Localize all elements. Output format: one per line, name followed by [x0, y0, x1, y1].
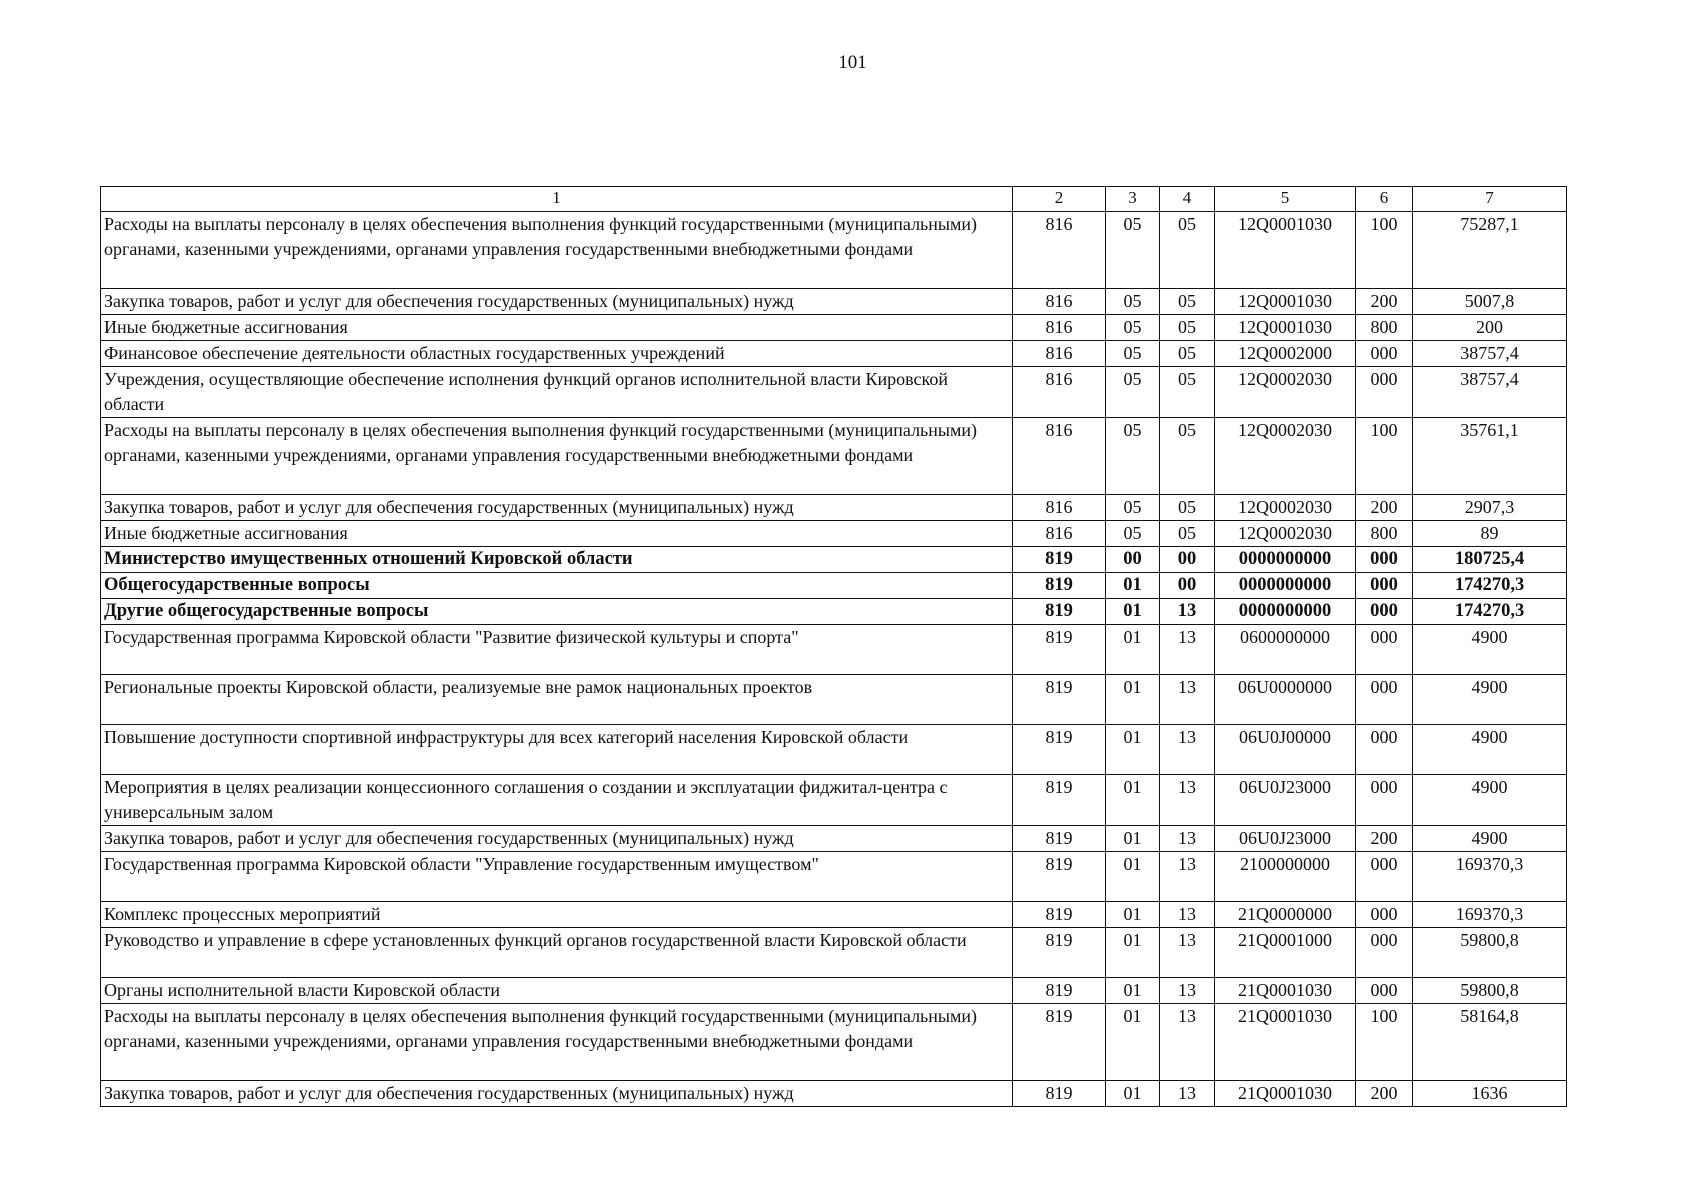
cell-target-article: 12Q0002000 [1215, 341, 1356, 367]
cell-amount: 58164,8 [1413, 1004, 1567, 1081]
cell-expense-type: 200 [1356, 826, 1413, 852]
row-name: Государственная программа Кировской области "Развитие физической культуры и спорта" [101, 625, 1013, 675]
table-row [101, 367, 1567, 418]
cell-amount: 38757,4 [1413, 341, 1567, 367]
row-name: Общегосударственные вопросы [101, 573, 1013, 599]
table-row [101, 775, 1567, 826]
row-name: Комплекс процессных мероприятий [101, 902, 1013, 928]
cell-ministry-code: 816 [1013, 418, 1106, 495]
table-row [101, 315, 1567, 341]
cell-section: 01 [1106, 902, 1160, 928]
cell-ministry-code: 819 [1013, 573, 1106, 599]
row-name: Руководство и управление в сфере установленных функций органов государственной власти Кировской области [101, 928, 1013, 978]
cell-section: 05 [1106, 315, 1160, 341]
table-row [101, 675, 1567, 725]
column-header: 3 [1106, 187, 1160, 212]
cell-amount: 169370,3 [1413, 902, 1567, 928]
table-row [101, 418, 1567, 495]
row-name: Органы исполнительной власти Кировской области [101, 978, 1013, 1004]
table-row [101, 852, 1567, 902]
cell-subsection: 13 [1160, 852, 1215, 902]
cell-ministry-code: 816 [1013, 212, 1106, 289]
cell-section: 05 [1106, 341, 1160, 367]
table-row [101, 599, 1567, 625]
cell-section: 01 [1106, 675, 1160, 725]
table-row [101, 725, 1567, 775]
cell-expense-type: 000 [1356, 341, 1413, 367]
column-header: 4 [1160, 187, 1215, 212]
cell-expense-type: 200 [1356, 1081, 1413, 1107]
row-name: Расходы на выплаты персоналу в целях обеспечения выполнения функций государственными (муниципальными) органами, казенными учреждениями, органами управления государственными внебюджетными фондами [101, 212, 1013, 289]
budget-table [100, 186, 1567, 1107]
cell-ministry-code: 816 [1013, 315, 1106, 341]
cell-section: 01 [1106, 625, 1160, 675]
cell-subsection: 05 [1160, 418, 1215, 495]
cell-amount: 4900 [1413, 725, 1567, 775]
cell-section: 01 [1106, 1081, 1160, 1107]
cell-subsection: 13 [1160, 1004, 1215, 1081]
cell-expense-type: 100 [1356, 1004, 1413, 1081]
table-row [101, 573, 1567, 599]
cell-expense-type: 000 [1356, 547, 1413, 573]
cell-target-article: 2100000000 [1215, 852, 1356, 902]
cell-ministry-code: 819 [1013, 775, 1106, 826]
row-name: Иные бюджетные ассигнования [101, 315, 1013, 341]
cell-target-article: 0000000000 [1215, 547, 1356, 573]
cell-section: 01 [1106, 826, 1160, 852]
cell-expense-type: 000 [1356, 928, 1413, 978]
cell-expense-type: 000 [1356, 573, 1413, 599]
cell-subsection: 05 [1160, 289, 1215, 315]
row-name: Учреждения, осуществляющие обеспечение исполнения функций органов исполнительной власти Кировской области [101, 367, 1013, 418]
cell-section: 01 [1106, 725, 1160, 775]
cell-subsection: 13 [1160, 675, 1215, 725]
cell-amount: 59800,8 [1413, 928, 1567, 978]
cell-target-article: 12Q0002030 [1215, 495, 1356, 521]
cell-amount: 4900 [1413, 826, 1567, 852]
cell-section: 00 [1106, 547, 1160, 573]
table-row [101, 1081, 1567, 1107]
row-name: Закупка товаров, работ и услуг для обеспечения государственных (муниципальных) нужд [101, 1081, 1013, 1107]
cell-target-article: 12Q0001030 [1215, 315, 1356, 341]
cell-section: 01 [1106, 599, 1160, 625]
cell-amount: 180725,4 [1413, 547, 1567, 573]
cell-ministry-code: 819 [1013, 725, 1106, 775]
cell-expense-type: 200 [1356, 289, 1413, 315]
cell-amount: 75287,1 [1413, 212, 1567, 289]
row-name: Закупка товаров, работ и услуг для обеспечения государственных (муниципальных) нужд [101, 826, 1013, 852]
cell-subsection: 00 [1160, 573, 1215, 599]
cell-section: 05 [1106, 212, 1160, 289]
cell-subsection: 05 [1160, 341, 1215, 367]
cell-ministry-code: 819 [1013, 902, 1106, 928]
cell-target-article: 0600000000 [1215, 625, 1356, 675]
column-header: 2 [1013, 187, 1106, 212]
table-row [101, 1004, 1567, 1081]
cell-ministry-code: 819 [1013, 826, 1106, 852]
cell-subsection: 05 [1160, 212, 1215, 289]
cell-expense-type: 100 [1356, 418, 1413, 495]
cell-section: 01 [1106, 978, 1160, 1004]
cell-ministry-code: 819 [1013, 675, 1106, 725]
cell-subsection: 13 [1160, 725, 1215, 775]
row-name: Министерство имущественных отношений Кировской области [101, 547, 1013, 573]
cell-subsection: 13 [1160, 599, 1215, 625]
cell-subsection: 13 [1160, 826, 1215, 852]
cell-amount: 89 [1413, 521, 1567, 547]
cell-subsection: 05 [1160, 315, 1215, 341]
cell-target-article: 21Q0000000 [1215, 902, 1356, 928]
cell-section: 05 [1106, 289, 1160, 315]
cell-amount: 35761,1 [1413, 418, 1567, 495]
cell-target-article: 12Q0001030 [1215, 289, 1356, 315]
cell-amount: 38757,4 [1413, 367, 1567, 418]
table-row [101, 826, 1567, 852]
table-row [101, 289, 1567, 315]
cell-expense-type: 800 [1356, 521, 1413, 547]
cell-target-article: 12Q0002030 [1215, 521, 1356, 547]
cell-target-article: 21Q0001000 [1215, 928, 1356, 978]
table-row [101, 928, 1567, 978]
cell-amount: 4900 [1413, 775, 1567, 826]
cell-amount: 169370,3 [1413, 852, 1567, 902]
cell-expense-type: 000 [1356, 367, 1413, 418]
cell-ministry-code: 819 [1013, 928, 1106, 978]
table-row [101, 902, 1567, 928]
cell-target-article: 0000000000 [1215, 573, 1356, 599]
cell-target-article: 0000000000 [1215, 599, 1356, 625]
cell-target-article: 21Q0001030 [1215, 1081, 1356, 1107]
cell-section: 05 [1106, 367, 1160, 418]
cell-target-article: 21Q0001030 [1215, 978, 1356, 1004]
cell-expense-type: 000 [1356, 725, 1413, 775]
cell-ministry-code: 819 [1013, 1081, 1106, 1107]
row-name: Государственная программа Кировской области "Управление государственным имуществом" [101, 852, 1013, 902]
cell-target-article: 06U0J00000 [1215, 725, 1356, 775]
cell-target-article: 12Q0002030 [1215, 418, 1356, 495]
row-name: Повышение доступности спортивной инфраструктуры для всех категорий населения Кировской области [101, 725, 1013, 775]
cell-expense-type: 800 [1356, 315, 1413, 341]
table-row [101, 625, 1567, 675]
cell-expense-type: 000 [1356, 978, 1413, 1004]
column-header: 5 [1215, 187, 1356, 212]
cell-section: 01 [1106, 928, 1160, 978]
row-name: Расходы на выплаты персоналу в целях обеспечения выполнения функций государственными (муниципальными) органами, казенными учреждениями, органами управления государственными внебюджетными фондами [101, 1004, 1013, 1081]
cell-expense-type: 000 [1356, 852, 1413, 902]
row-name: Финансовое обеспечение деятельности областных государственных учреждений [101, 341, 1013, 367]
header-row [101, 187, 1567, 212]
table-row [101, 341, 1567, 367]
cell-ministry-code: 816 [1013, 289, 1106, 315]
cell-amount: 5007,8 [1413, 289, 1567, 315]
cell-expense-type: 200 [1356, 495, 1413, 521]
table-row [101, 521, 1567, 547]
cell-subsection: 05 [1160, 521, 1215, 547]
cell-section: 05 [1106, 418, 1160, 495]
row-name: Региональные проекты Кировской области, реализуемые вне рамок национальных проектов [101, 675, 1013, 725]
cell-expense-type: 000 [1356, 902, 1413, 928]
cell-section: 05 [1106, 521, 1160, 547]
row-name: Другие общегосударственные вопросы [101, 599, 1013, 625]
cell-ministry-code: 819 [1013, 599, 1106, 625]
cell-expense-type: 100 [1356, 212, 1413, 289]
table-row [101, 978, 1567, 1004]
cell-ministry-code: 819 [1013, 852, 1106, 902]
table-row [101, 547, 1567, 573]
cell-amount: 174270,3 [1413, 599, 1567, 625]
cell-amount: 4900 [1413, 625, 1567, 675]
column-header: 6 [1356, 187, 1413, 212]
row-name: Мероприятия в целях реализации концессионного соглашения о создании и эксплуатации фиджитал-центра с универсальным залом [101, 775, 1013, 826]
cell-ministry-code: 819 [1013, 547, 1106, 573]
cell-subsection: 05 [1160, 367, 1215, 418]
cell-ministry-code: 816 [1013, 341, 1106, 367]
cell-ministry-code: 816 [1013, 495, 1106, 521]
row-name: Закупка товаров, работ и услуг для обеспечения государственных (муниципальных) нужд [101, 289, 1013, 315]
cell-ministry-code: 816 [1013, 521, 1106, 547]
cell-section: 01 [1106, 852, 1160, 902]
cell-amount: 200 [1413, 315, 1567, 341]
cell-ministry-code: 819 [1013, 978, 1106, 1004]
cell-amount: 1636 [1413, 1081, 1567, 1107]
cell-target-article: 21Q0001030 [1215, 1004, 1356, 1081]
cell-target-article: 06U0000000 [1215, 675, 1356, 725]
table-row [101, 212, 1567, 289]
row-name: Расходы на выплаты персоналу в целях обеспечения выполнения функций государственными (муниципальными) органами, казенными учреждениями, органами управления государственными внебюджетными фондами [101, 418, 1013, 495]
cell-ministry-code: 816 [1013, 367, 1106, 418]
cell-subsection: 13 [1160, 978, 1215, 1004]
cell-amount: 174270,3 [1413, 573, 1567, 599]
row-name: Иные бюджетные ассигнования [101, 521, 1013, 547]
cell-target-article: 12Q0002030 [1215, 367, 1356, 418]
cell-amount: 59800,8 [1413, 978, 1567, 1004]
cell-target-article: 06U0J23000 [1215, 826, 1356, 852]
row-name: Закупка товаров, работ и услуг для обеспечения государственных (муниципальных) нужд [101, 495, 1013, 521]
cell-expense-type: 000 [1356, 675, 1413, 725]
cell-subsection: 13 [1160, 902, 1215, 928]
cell-amount: 2907,3 [1413, 495, 1567, 521]
cell-expense-type: 000 [1356, 599, 1413, 625]
cell-expense-type: 000 [1356, 625, 1413, 675]
cell-section: 05 [1106, 495, 1160, 521]
table-row [101, 495, 1567, 521]
cell-subsection: 13 [1160, 928, 1215, 978]
cell-expense-type: 000 [1356, 775, 1413, 826]
column-header: 7 [1413, 187, 1567, 212]
cell-section: 01 [1106, 775, 1160, 826]
cell-section: 01 [1106, 573, 1160, 599]
page-number: 101 [838, 52, 867, 73]
cell-target-article: 06U0J23000 [1215, 775, 1356, 826]
cell-ministry-code: 819 [1013, 1004, 1106, 1081]
cell-subsection: 13 [1160, 1081, 1215, 1107]
cell-subsection: 13 [1160, 775, 1215, 826]
cell-ministry-code: 819 [1013, 625, 1106, 675]
cell-target-article: 12Q0001030 [1215, 212, 1356, 289]
cell-subsection: 13 [1160, 625, 1215, 675]
column-header: 1 [101, 187, 1013, 212]
cell-subsection: 05 [1160, 495, 1215, 521]
cell-subsection: 00 [1160, 547, 1215, 573]
cell-section: 01 [1106, 1004, 1160, 1081]
cell-amount: 4900 [1413, 675, 1567, 725]
